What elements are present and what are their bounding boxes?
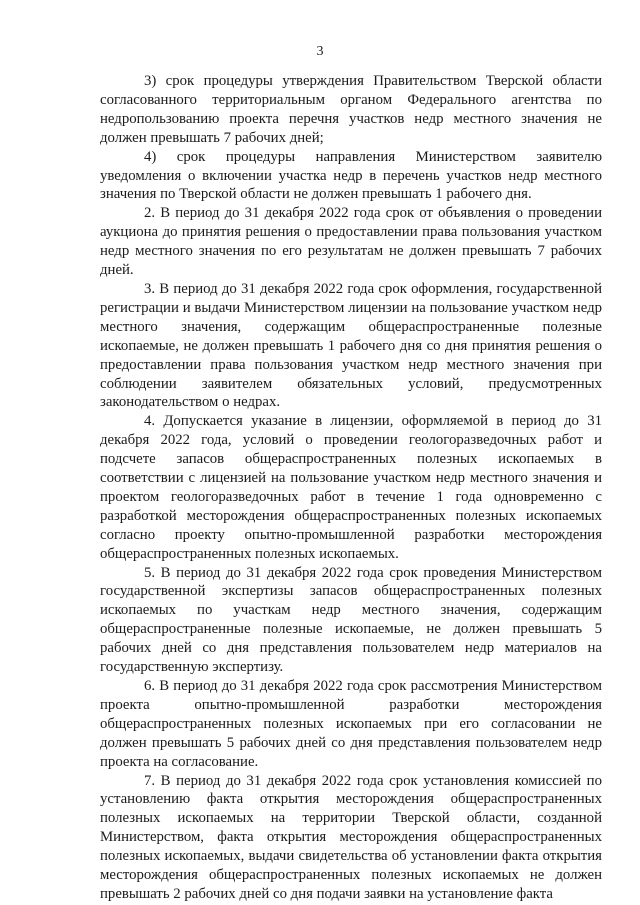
- document-body: [100, 72, 602, 904]
- paragraph-item-3: 3) срок процедуры утверждения Правительством Тверской области согласованного территориальным органом Федерального агентства по недропользованию проекта перечня участков недр местного значения не должен превышать 7 рабочих дней;: [100, 73, 602, 146]
- paragraph-clause-2: 2. В период до 31 декабря 2022 года срок от объявления о проведении аукциона до принятия решения о предоставлении права пользования участком недр местного значения по его результатам не должен превышать 7 рабочих дней.: [100, 205, 602, 279]
- paragraph-clause-5: 5. В период до 31 декабря 2022 года срок проведения Министерством государственной экспертизы запасов общераспространенных полезных ископаемых по участкам недр местного значения, содержащим общераспространенные полезные ископаемые, не должен превышать 5 рабочих дней со дня представления пользователем недр материалов на государственную экспертизу.: [100, 564, 602, 676]
- paragraph-clause-4: 4. Допускается указание в лицензии, оформляемой в период до 31 декабря 2022 года, условий о проведении геологоразведочных работ и подсчете запасов общераспространенных полезных ископаемых в соответствии с лицензией на пользование участком недр местного значения и проектом геологоразведочных работ в течение 1 года одновременно с разработкой месторождения общераспространенных полезных ископаемых согласно проекту опытно-промышленной разработки месторождения общераспространенных полезных ископаемых.: [100, 413, 602, 562]
- paragraph-clause-7: 7. В период до 31 декабря 2022 года срок установления комиссией по установлению факта открытия месторождения общераспространенных полезных ископаемых на территории Тверской области, созданной Министерством, факта открытия месторождения общераспространенных полезных ископаемых, выдачи свидетельства об установлении факта открытия месторождения общераспространенных полезных ископаемых не должен превышать 2 рабочих дней со дня подачи заявки на установление факта: [100, 772, 602, 902]
- paragraph-item-4: 4) срок процедуры направления Министерством заявителю уведомления о включении участка недр в перечень участков недр местного значения по Тверской области не должен превышать 1 рабочего дня.: [100, 148, 602, 203]
- paragraph-clause-3: 3. В период до 31 декабря 2022 года срок оформления, государственной регистрации и выдачи Министерством лицензии на пользование участком недр местного значения, содержащим общераспространенные полезные ископаемые, не должен превышать 1 рабочего дня со дня принятия решения о предоставлении права пользования участком недр местного значения при соблюдении заявителем обязательных условий, предусмотренных законодательством о недрах.: [100, 280, 602, 411]
- page-number: 3: [316, 44, 324, 59]
- paragraph-clause-6: 6. В период до 31 декабря 2022 года срок рассмотрения Министерством проекта опытно-промышленной разработки месторождения общераспространенных полезных ископаемых при его согласовании не должен превышать 5 рабочих дней со дня представления пользователем недр проекта на согласование.: [100, 678, 602, 770]
